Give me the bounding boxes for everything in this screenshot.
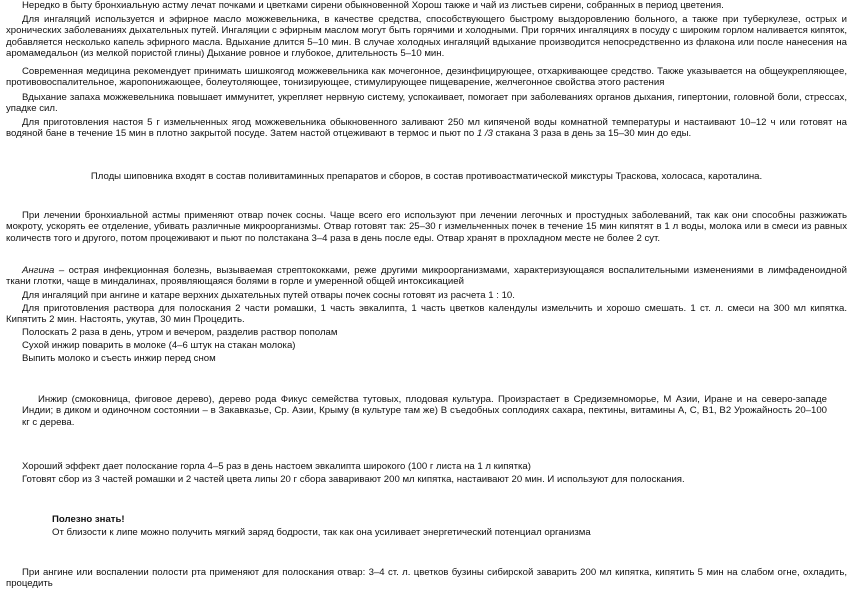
paragraph-rinse-solution <box>6 303 847 326</box>
paragraph-text: Для ингаляций используется и эфирное масло можжевельника, в качестве средства, способствующего быстрому выздоровлению больного, а также при туберкулезе, острых и хронических заболеваниях дыхательных путей. Ингаляции с эфирным маслом могут быть горячими и холодными. При горячих ингаляциях в посуду с широким горлом наливается кипяток, добавляется несколько капель эфирного масла. Вдыхание длится 5–10 мин. В случае холодных ингаляций вдыхание производится непосредственно из флакона или после нанесения на аромамедальон (из мелкой пористой глины) Дыхание ровное и глубокое, длительность 5–10 мин. <box>6 14 847 59</box>
paragraph-angina <box>6 265 847 288</box>
instruction-line: Выпить молоко и съесть инжир перед сном <box>22 353 216 364</box>
paragraph-text: Вдыхание запаха можжевельника повышает иммунитет, укрепляет нервную систему, успокаивает, помогает при заболеваниях органов дыхания, гипертонии, головной боли, стрессах, упадке сил. <box>6 92 847 115</box>
instruction-line: Сухой инжир поварить в молоке (4–6 штук на стакан молока) <box>22 340 296 351</box>
tip-title: Полезно знать! <box>52 514 125 525</box>
eucalyptus-block <box>6 461 847 487</box>
paragraph-eucalyptus: Хороший эффект дает полоскание горла 4–5 раз в день настоем эвкалипта широкого (100 г листа на 1 л кипятка) <box>22 461 531 472</box>
paragraph-fig <box>22 394 827 428</box>
paragraph-pine-buds <box>6 210 847 244</box>
fraction: 1 /3 <box>476 128 493 140</box>
paragraph-text: Инжир (смоковница, фиговое дерево), дерево рода Фикус семейства тутовых, плодовая культура. Произрастает в Средиземноморье, М Азии, Иране и на северо-западе Индии; в диком и одиночном состоянии – в Закавказье, Ср. Азии, Крыму (в культуре там же) В съедобных соплодиях сахара, пектины, витамины A, C, B1, B2 Урожайность 20–100 кг с дерева. <box>22 394 827 428</box>
paragraph-text: Для приготовления раствора для полоскания 2 части ромашки, 1 часть эвкалипта, 1 часть цветков календулы измельчить и хорошо смешать. 1 ст. л. смеси на 300 мл кипятка. Кипятить 2 мин. Настоять, укутав, 30 мин Процедить. <box>6 303 847 326</box>
paragraph-juniper-scent <box>6 92 847 115</box>
paragraph-text: При лечении бронхиальной астмы применяют отвар почек сосны. Чаще всего его используют при лечении легочных и простудных заболеваний, так как они способны разжижать мокроту, ускорять ее отделение, убивать различные микроорганизмы. Отвар готовят так: 25–30 г измельченных почек в течение 15 мин кипятят в 1 л воды, молока или в смеси из равных количеств того и другого, потом процеживают и пьют по полстакана 3–4 раза в день после еды. Отвар хранят в прохладном месте не более 2 сут. <box>6 210 847 244</box>
paragraph-lilac <box>6 0 847 11</box>
infusion-text-start: Для приготовления настоя 5 г измельченных ягод можжевельника обыкновенного заливают 250 мл кипяченой воды комнатной температуры и настаивают 10–12 ч или готовят на водяной бане в течение 15 мин в плотно закрытой посуде. Затем настой отцеживают в термос и пьют по <box>6 117 847 140</box>
paragraph-elderberry <box>6 567 847 590</box>
paragraph-text: Для ингаляций при ангине и катаре верхних дыхательных путей отвары почек сосны готовят из расчета 1 : 10. <box>22 290 515 301</box>
paragraph-chamomile-linden: Готовят сбор из 3 частей ромашки и 2 частей цвета липы 20 г сбора заваривают 200 мл кипятка, настаивают 20 мин. И используют для полоскания. <box>22 474 685 485</box>
paragraph-juniper-medicine <box>6 66 847 89</box>
paragraph-inhalation-ratio <box>6 290 847 301</box>
term-angina: Ангина <box>22 265 55 276</box>
paragraph-rosehip <box>6 171 847 182</box>
paragraph-text <box>6 117 847 140</box>
paragraph-text: Нередко в быту бронхиальную астму лечат почками и цветками сирени обыкновенной Хорош также и чай из листьев сирени, собранных в период цветения. <box>22 0 724 11</box>
paragraph-juniper-inhalation <box>6 14 847 59</box>
tip-box <box>52 514 832 540</box>
tip-text: От близости к липе можно получить мягкий заряд бодрости, так как она усиливает энергетический потенциал организма <box>52 527 591 538</box>
infusion-text-end: стакана 3 раза в день за 15–30 мин до еды. <box>492 128 692 140</box>
paragraph-text: При ангине или воспалении полости рта применяют для полоскания отвар: 3–4 ст. л. цветков бузины сибирской заварить 200 мл кипятка, кипятить 5 мин на слабом огне, охладить, процедить <box>6 567 847 590</box>
paragraph-text: Плоды шиповника входят в состав поливитаминных препаратов и сборов, в состав противоастматической микстуры Траскова, холосаса, кароталина. <box>90 171 763 182</box>
instruction-line: Полоскать 2 раза в день, утром и вечером, разделив раствор пополам <box>22 327 338 338</box>
paragraph-text: Современная медицина рекомендует принимать шишкоягод можжевельника как мочегонное, дезинфицирующее, отхаркивающее средство. Также указывается на общеукрепляющее, противовоспалительное, жаропонижающее, болеутоляющее, тонизирующее, стимулирующее пищеварение, желчегонное свойства этого растения <box>6 66 847 89</box>
paragraph-juniper-infusion <box>6 117 847 140</box>
paragraph-text <box>6 265 847 288</box>
angina-definition: – острая инфекционная болезнь, вызываемая стрептококками, реже другими микроорганизмами, характеризующаяся воспалительными изменениями в лимфаденоидной ткани глотки, чаще в миндалинах, проявляющаяся болями в горле и умеренной общей интоксикацией <box>6 265 847 288</box>
instruction-list <box>6 327 847 363</box>
